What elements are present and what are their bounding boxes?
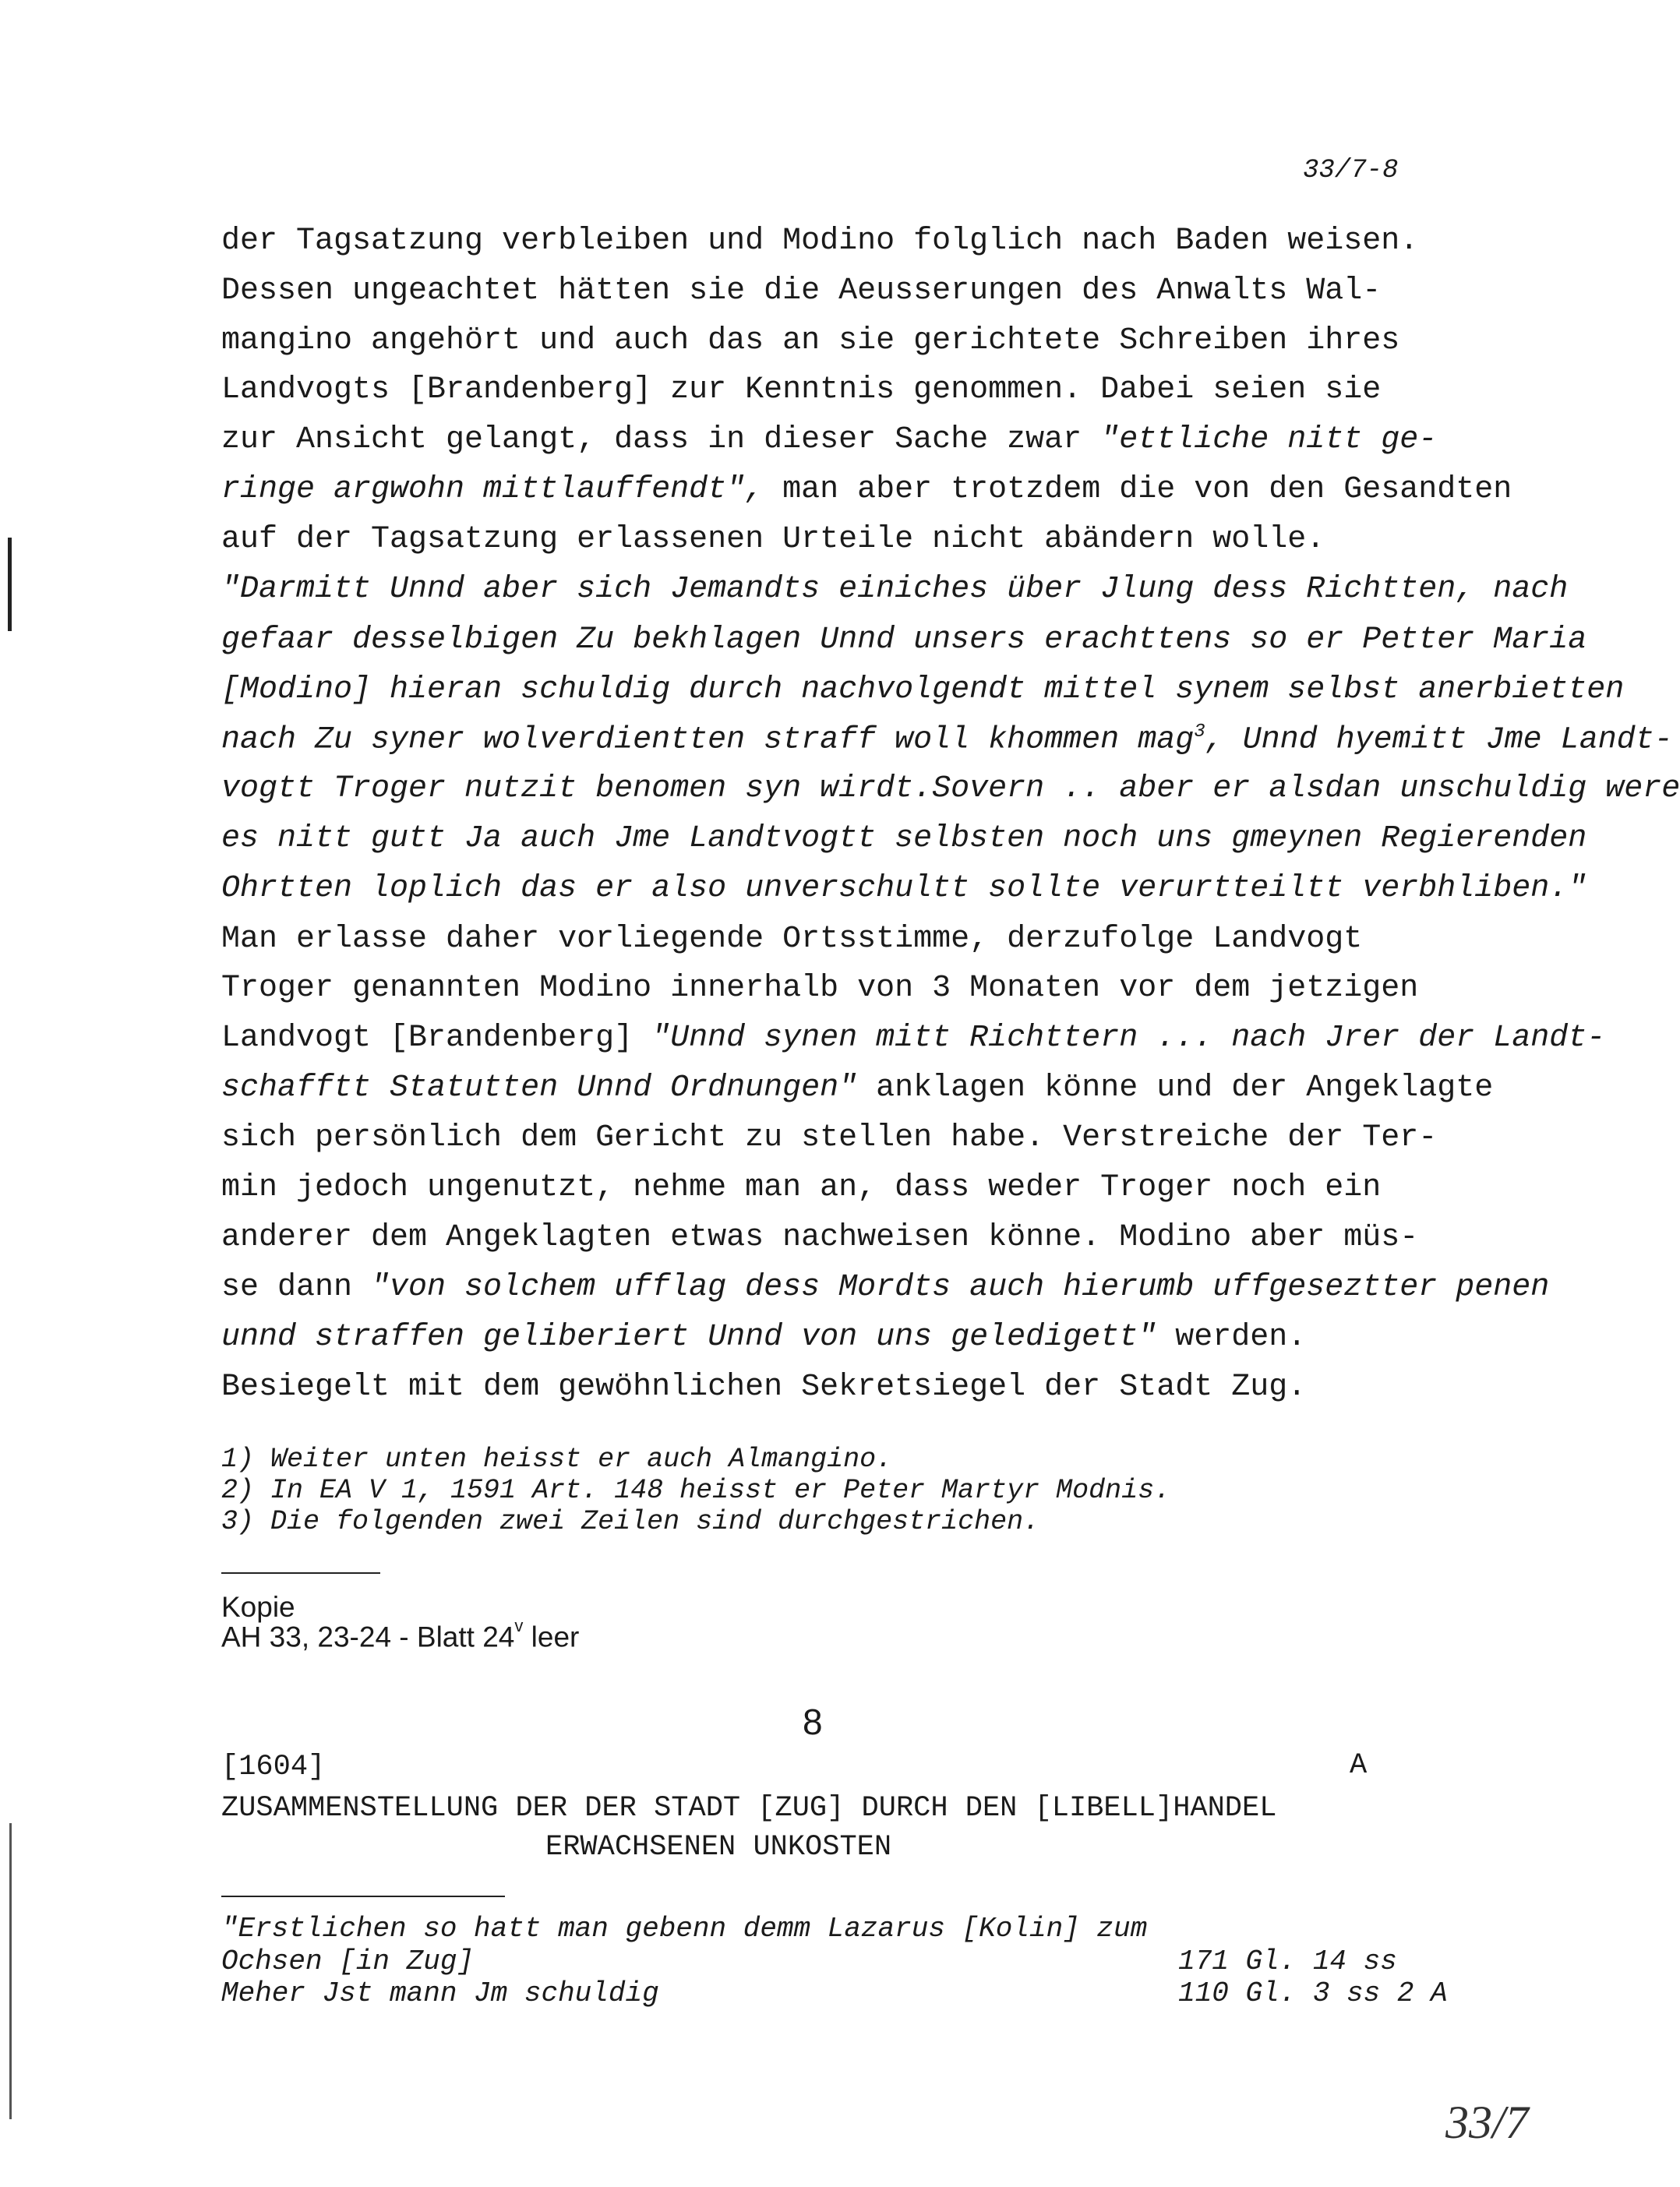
document-heading-line1: ZUSAMMENSTELLUNG DER DER STADT [ZUG] DURCH DEN [LIBELL]HANDEL [221,1792,1277,1825]
body-line [221,922,1362,957]
body-line [221,672,1624,707]
document-heading-line2: ERWACHSENEN UNKOSTEN [545,1831,892,1864]
body-line [221,971,1418,1006]
text-run: anklagen könne und der Angeklagte [857,1071,1494,1106]
text-run: anderer dem Angeklagten etwas nachweisen könne. Modino aber müs- [221,1220,1419,1255]
text-run: Landvogts [Brandenberg] zur Kenntnis genommen. Dabei seien sie [221,372,1382,407]
body-line [221,771,1680,806]
text-run: auf der Tagsatzung erlassenen Urteile nicht abändern wolle. [221,522,1325,557]
text-run: Besiegelt mit dem gewöhnlichen Sekretsiegel der Stadt Zug. [221,1370,1307,1405]
body-line [221,721,1673,757]
text-run: Dessen ungeachtet hätten sie die Aeusserungen des Anwalts Wal- [221,273,1382,309]
body-line [221,1071,1493,1106]
text-run: gefaar desselbigen Zu bekhlagen Unnd unsers erachttens so er Petter Maria [221,623,1587,658]
body-line [221,273,1381,309]
text-run: sich persönlich dem Gericht zu stellen habe. Verstreiche der Ter- [221,1120,1438,1155]
document-number: 8 [803,1702,823,1742]
body-line [221,522,1325,557]
body-line [221,871,1586,906]
text-run: schafftt Statutten Unnd Ordnungen" [221,1071,858,1106]
text-run: [Modino] hieran schuldig durch nachvolgendt mittel synem selbst anerbietten [221,672,1625,707]
source-ref-tail: leer [523,1621,580,1653]
text-run: man aber trotzdem die von den Gesandten [764,472,1512,507]
text-run: min jedoch ungenutzt, nehme man an, dass weder Troger noch ein [221,1170,1382,1205]
entries-divider [221,1896,505,1897]
entry-amount: 110 Gl. 3 ss 2 A [1178,1977,1448,2009]
body-line [221,1021,1605,1056]
text-run: "Darmitt Unnd aber sich Jemandts einiches über Jlung dess Richtten, nach [221,572,1569,607]
text-run: werden. [1156,1320,1307,1355]
text-run: unnd straffen geliberiert Unnd von uns geledigett" [221,1320,1157,1355]
text-run: se dann [221,1270,372,1305]
text-run: "Unnd synen mitt Richttern ... nach Jrer der Landt- [651,1021,1606,1056]
source-ref [221,1616,580,1653]
text-run: , Unnd hyemitt Jme Landt- [1205,722,1673,758]
body-line [221,472,1512,507]
source-divider [221,1572,380,1574]
body-line [221,1320,1306,1355]
page-number: 33/7-8 [1303,156,1399,185]
footnote: 2) In EA V 1, 1591 Art. 148 heisst er Peter Martyr Modnis. [221,1475,1171,1506]
text-run: nach Zu syner wolverdientten straff woll khommen mag [221,722,1195,758]
text-run: Landvogt [Brandenberg] [221,1021,652,1056]
text-run: der Tagsatzung verbleiben und Modino folglich nach Baden weisen. [221,224,1419,259]
text-run: es nitt gutt Ja auch Jme Landtvogtt selbsten noch uns gmeynen Regierenden [221,821,1587,856]
entry-amount: 171 Gl. 14 ss [1178,1945,1397,1977]
document-letter: A [1350,1749,1368,1782]
text-run: Troger genannten Modino innerhalb von 3 Monaten vor dem jetzigen [221,971,1419,1006]
text-run: "ettliche nitt ge- [1100,422,1438,457]
body-line [221,224,1418,259]
body-line [221,372,1381,407]
source-ref-text: AH 33, 23-24 - Blatt 24 [221,1621,515,1653]
source-kind: Kopie [221,1591,295,1623]
entry-text: Meher Jst mann Jm schuldig [221,1977,659,2009]
body-line [221,1170,1381,1205]
scan-edge-mark [8,538,12,631]
scan-edge-mark-lower [9,1823,12,2119]
body-line [221,572,1568,607]
body-line [221,1270,1549,1305]
text-run: "von solchem ufflag dess Mordts auch hierumb uffgeseztter penen [371,1270,1550,1305]
body-line [221,623,1586,658]
body-line [221,1120,1437,1155]
footnote: 3) Die folgenden zwei Zeilen sind durchgestrichen. [221,1506,1040,1537]
body-line [221,821,1586,856]
body-line [221,1370,1306,1405]
body-line [221,323,1399,358]
entry-text: Ochsen [in Zug] [221,1945,475,1977]
pencil-folio-number: 33/7 [1445,2097,1529,2148]
body-line [221,1220,1418,1255]
text-run: zur Ansicht gelangt, dass in dieser Sache zwar [221,422,1101,457]
text-run: ringe argwohn mittlauffendt", [221,472,764,507]
entry-text: "Erstlichen so hatt man gebenn demm Lazarus [Kolin] zum [221,1913,1148,1945]
text-run: Ohrtten loplich das er also unverschultt sollte verurtteiltt verbhliben." [221,871,1587,906]
text-run: vogtt Troger nutzit benomen syn wirdt.Sovern .. aber er alsdan unschuldig were [221,771,1680,806]
footnote: 1) Weiter unten heisst er auch Almangino. [221,1444,893,1475]
text-run: mangino angehört und auch das an sie gerichtete Schreiben ihres [221,323,1400,358]
body-line [221,422,1437,457]
source-ref-sup: v [514,1616,524,1635]
document-date: [1604] [221,1751,326,1783]
text-run: Man erlasse daher vorliegende Ortsstimme, derzufolge Landvogt [221,922,1363,957]
footnote-marker: 3 [1194,721,1205,743]
